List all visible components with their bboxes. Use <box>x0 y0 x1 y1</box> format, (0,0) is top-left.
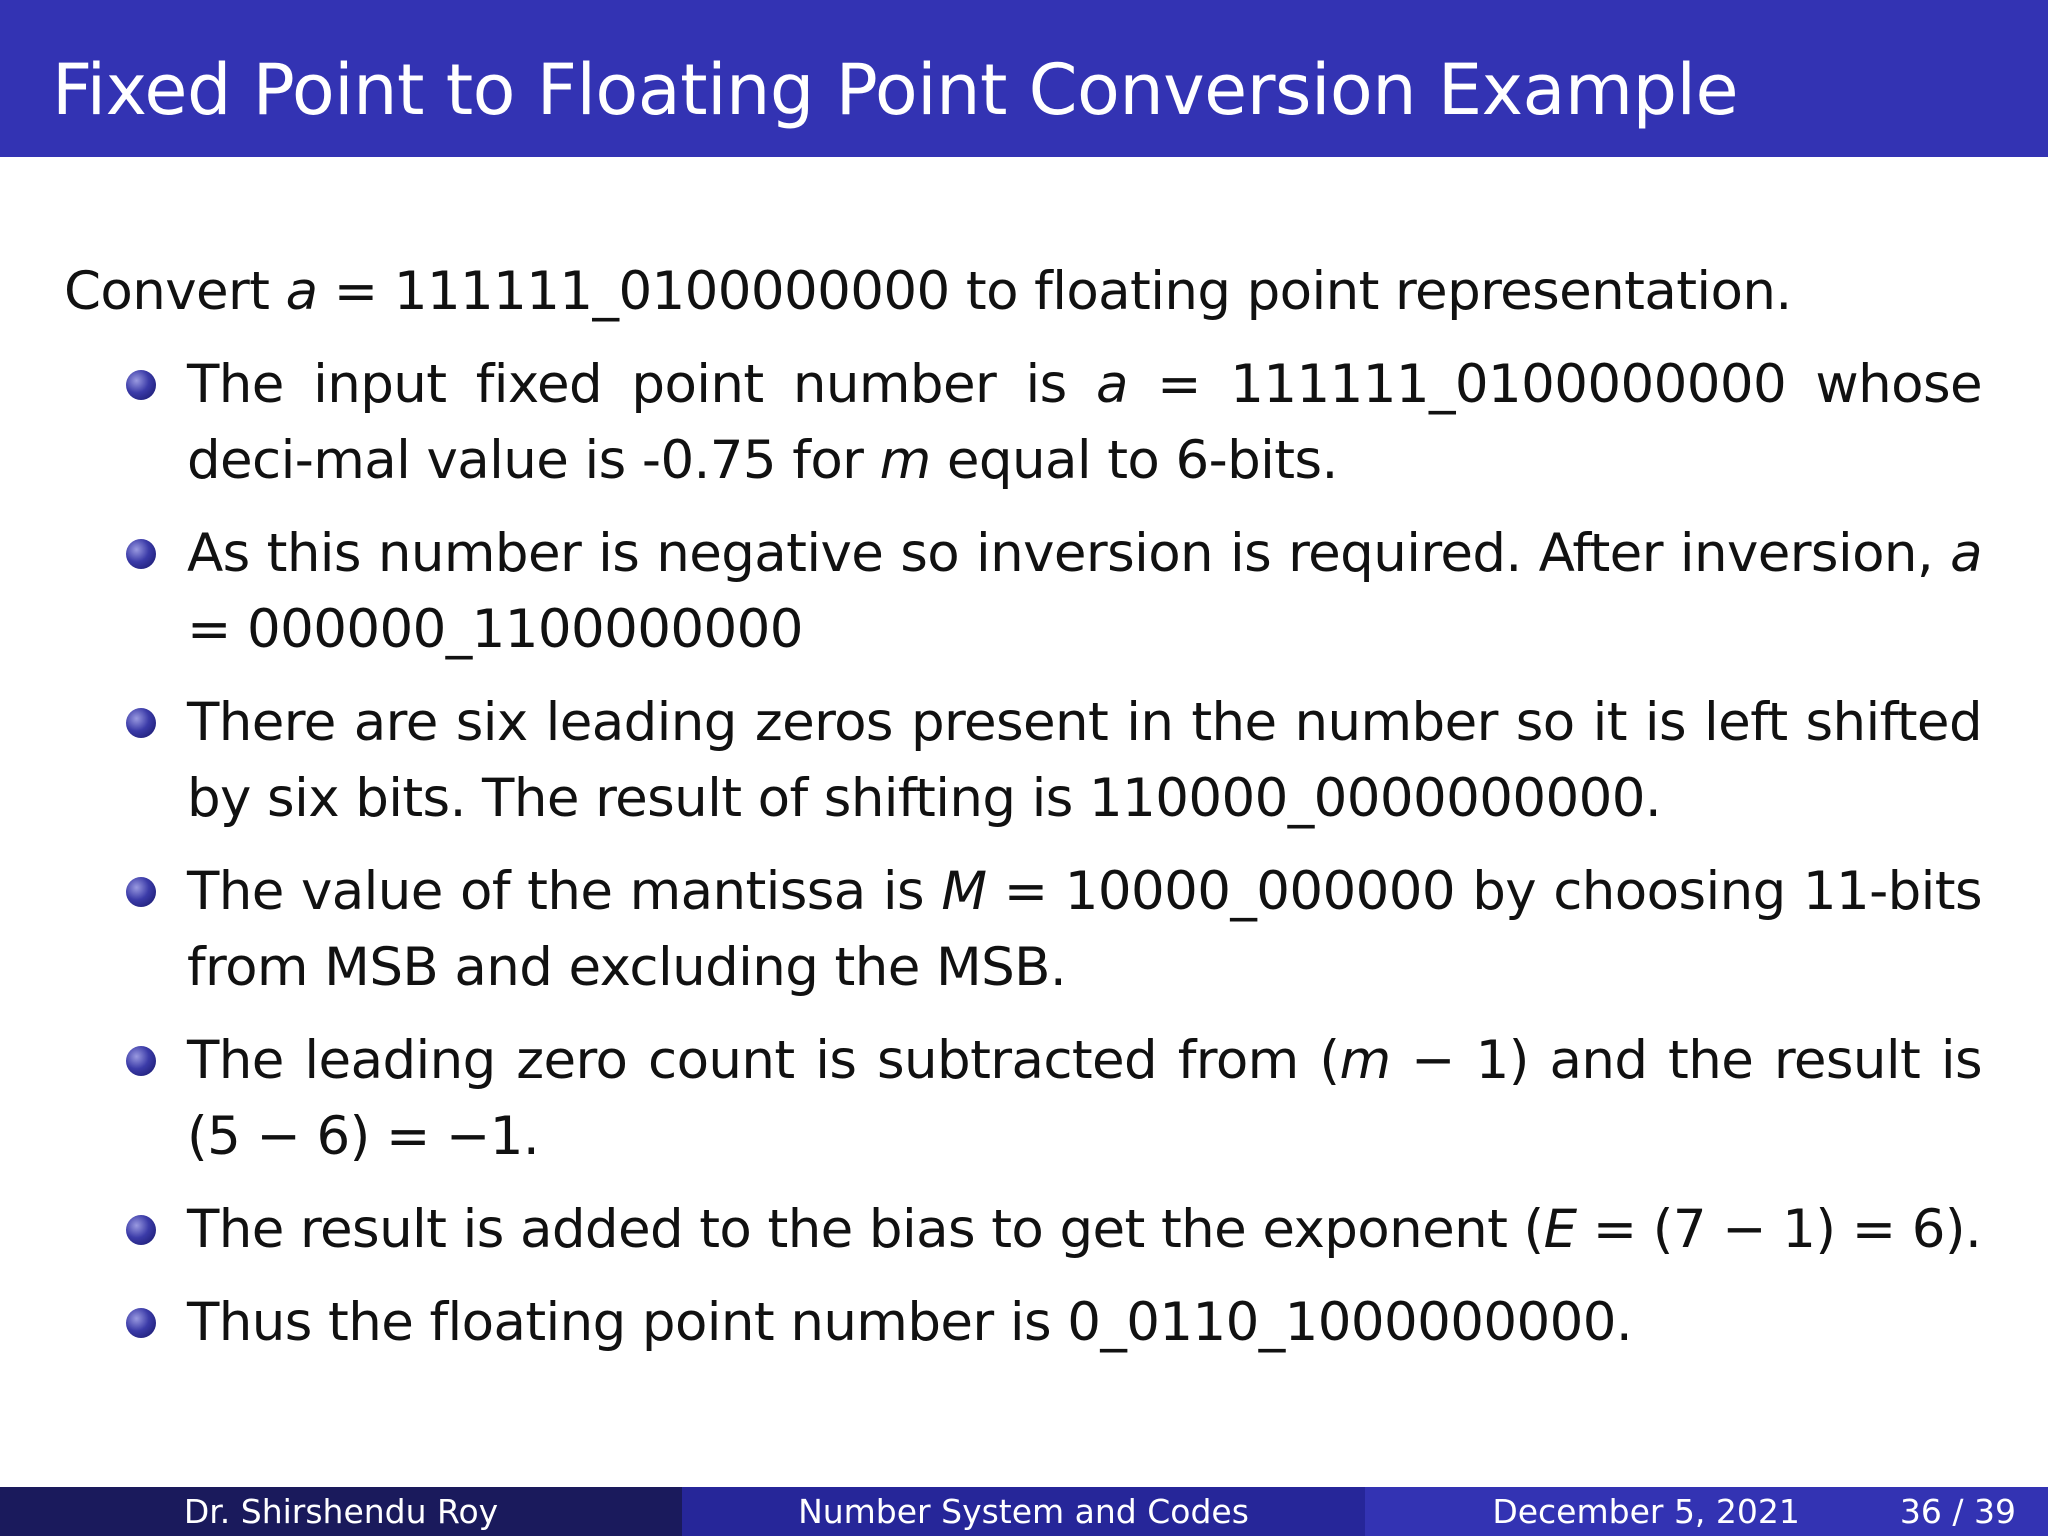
math-variable: E <box>1543 1199 1577 1260</box>
bullet-item <box>64 516 1984 668</box>
footer-page-number: 36 / 39 <box>1899 1492 2016 1531</box>
bullet-text: = 000000_1100000000 <box>187 599 803 660</box>
math-variable: M <box>941 861 987 922</box>
math-variable: a <box>1950 523 1982 584</box>
bullet-text: The input fixed point number is <box>187 354 1096 415</box>
bullet-text: = 10000_000000 by choosing 11-bits from MSB and excluding the MSB. <box>187 861 1982 998</box>
bullet-dot-icon <box>126 1308 156 1338</box>
math-variable: a <box>1095 354 1128 415</box>
footer-talk-title: Number System and Codes <box>682 1487 1365 1536</box>
footer-date: December 5, 2021 <box>1492 1492 1800 1531</box>
intro-pre: Convert <box>64 261 286 322</box>
bullet-text: The leading zero count is subtracted from ( <box>187 1030 1340 1091</box>
bullet-text: − 1) and the result is (5 − 6) = −1. <box>187 1030 1983 1167</box>
bullet-text: The result is added to the bias to get the exponent ( <box>187 1199 1544 1260</box>
bullet-text: The value of the mantissa is <box>187 861 942 922</box>
bullet-text: As this number is negative so inversion is required. After inversion, <box>187 523 1951 584</box>
slide-content <box>64 254 1984 1361</box>
bullet-item <box>64 854 1984 1006</box>
bullet-text: Thus the floating point number is 0_0110_1000000000. <box>187 1292 1633 1353</box>
bullet-dot-icon <box>126 1046 156 1076</box>
bullet-item <box>64 1192 1984 1268</box>
bullet-list <box>64 347 1984 1361</box>
math-variable: m <box>879 430 931 491</box>
bullet-item <box>64 347 1984 499</box>
intro-sentence <box>64 254 1984 330</box>
bullet-dot-icon <box>126 877 156 907</box>
bullet-dot-icon <box>126 539 156 569</box>
bullet-item <box>64 685 1984 837</box>
bullet-text: There are six leading zeros present in the number so it is left shifted by six bits. The result of shifting is 110000_0000000000. <box>187 692 1982 829</box>
bullet-text: equal to 6-bits. <box>930 430 1338 491</box>
bullet-text: = (7 − 1) = 6). <box>1576 1199 1982 1260</box>
title-bar <box>0 0 2048 157</box>
math-variable: m <box>1339 1030 1391 1091</box>
bullet-dot-icon <box>126 1215 156 1245</box>
intro-variable: a <box>285 261 318 322</box>
footer-right <box>1365 1487 2048 1536</box>
slide-title: Fixed Point to Floating Point Conversion Example <box>52 49 1739 131</box>
bullet-text: = 111111_0100000000 whose deci-mal value is -0.75 for <box>187 354 1982 491</box>
bullet-dot-icon <box>126 370 156 400</box>
footer-author: Dr. Shirshendu Roy <box>0 1487 682 1536</box>
footer <box>0 1487 2048 1536</box>
bullet-item <box>64 1285 1984 1361</box>
intro-post: = 111111_0100000000 to floating point representation. <box>317 261 1792 322</box>
bullet-item <box>64 1023 1984 1175</box>
bullet-dot-icon <box>126 708 156 738</box>
